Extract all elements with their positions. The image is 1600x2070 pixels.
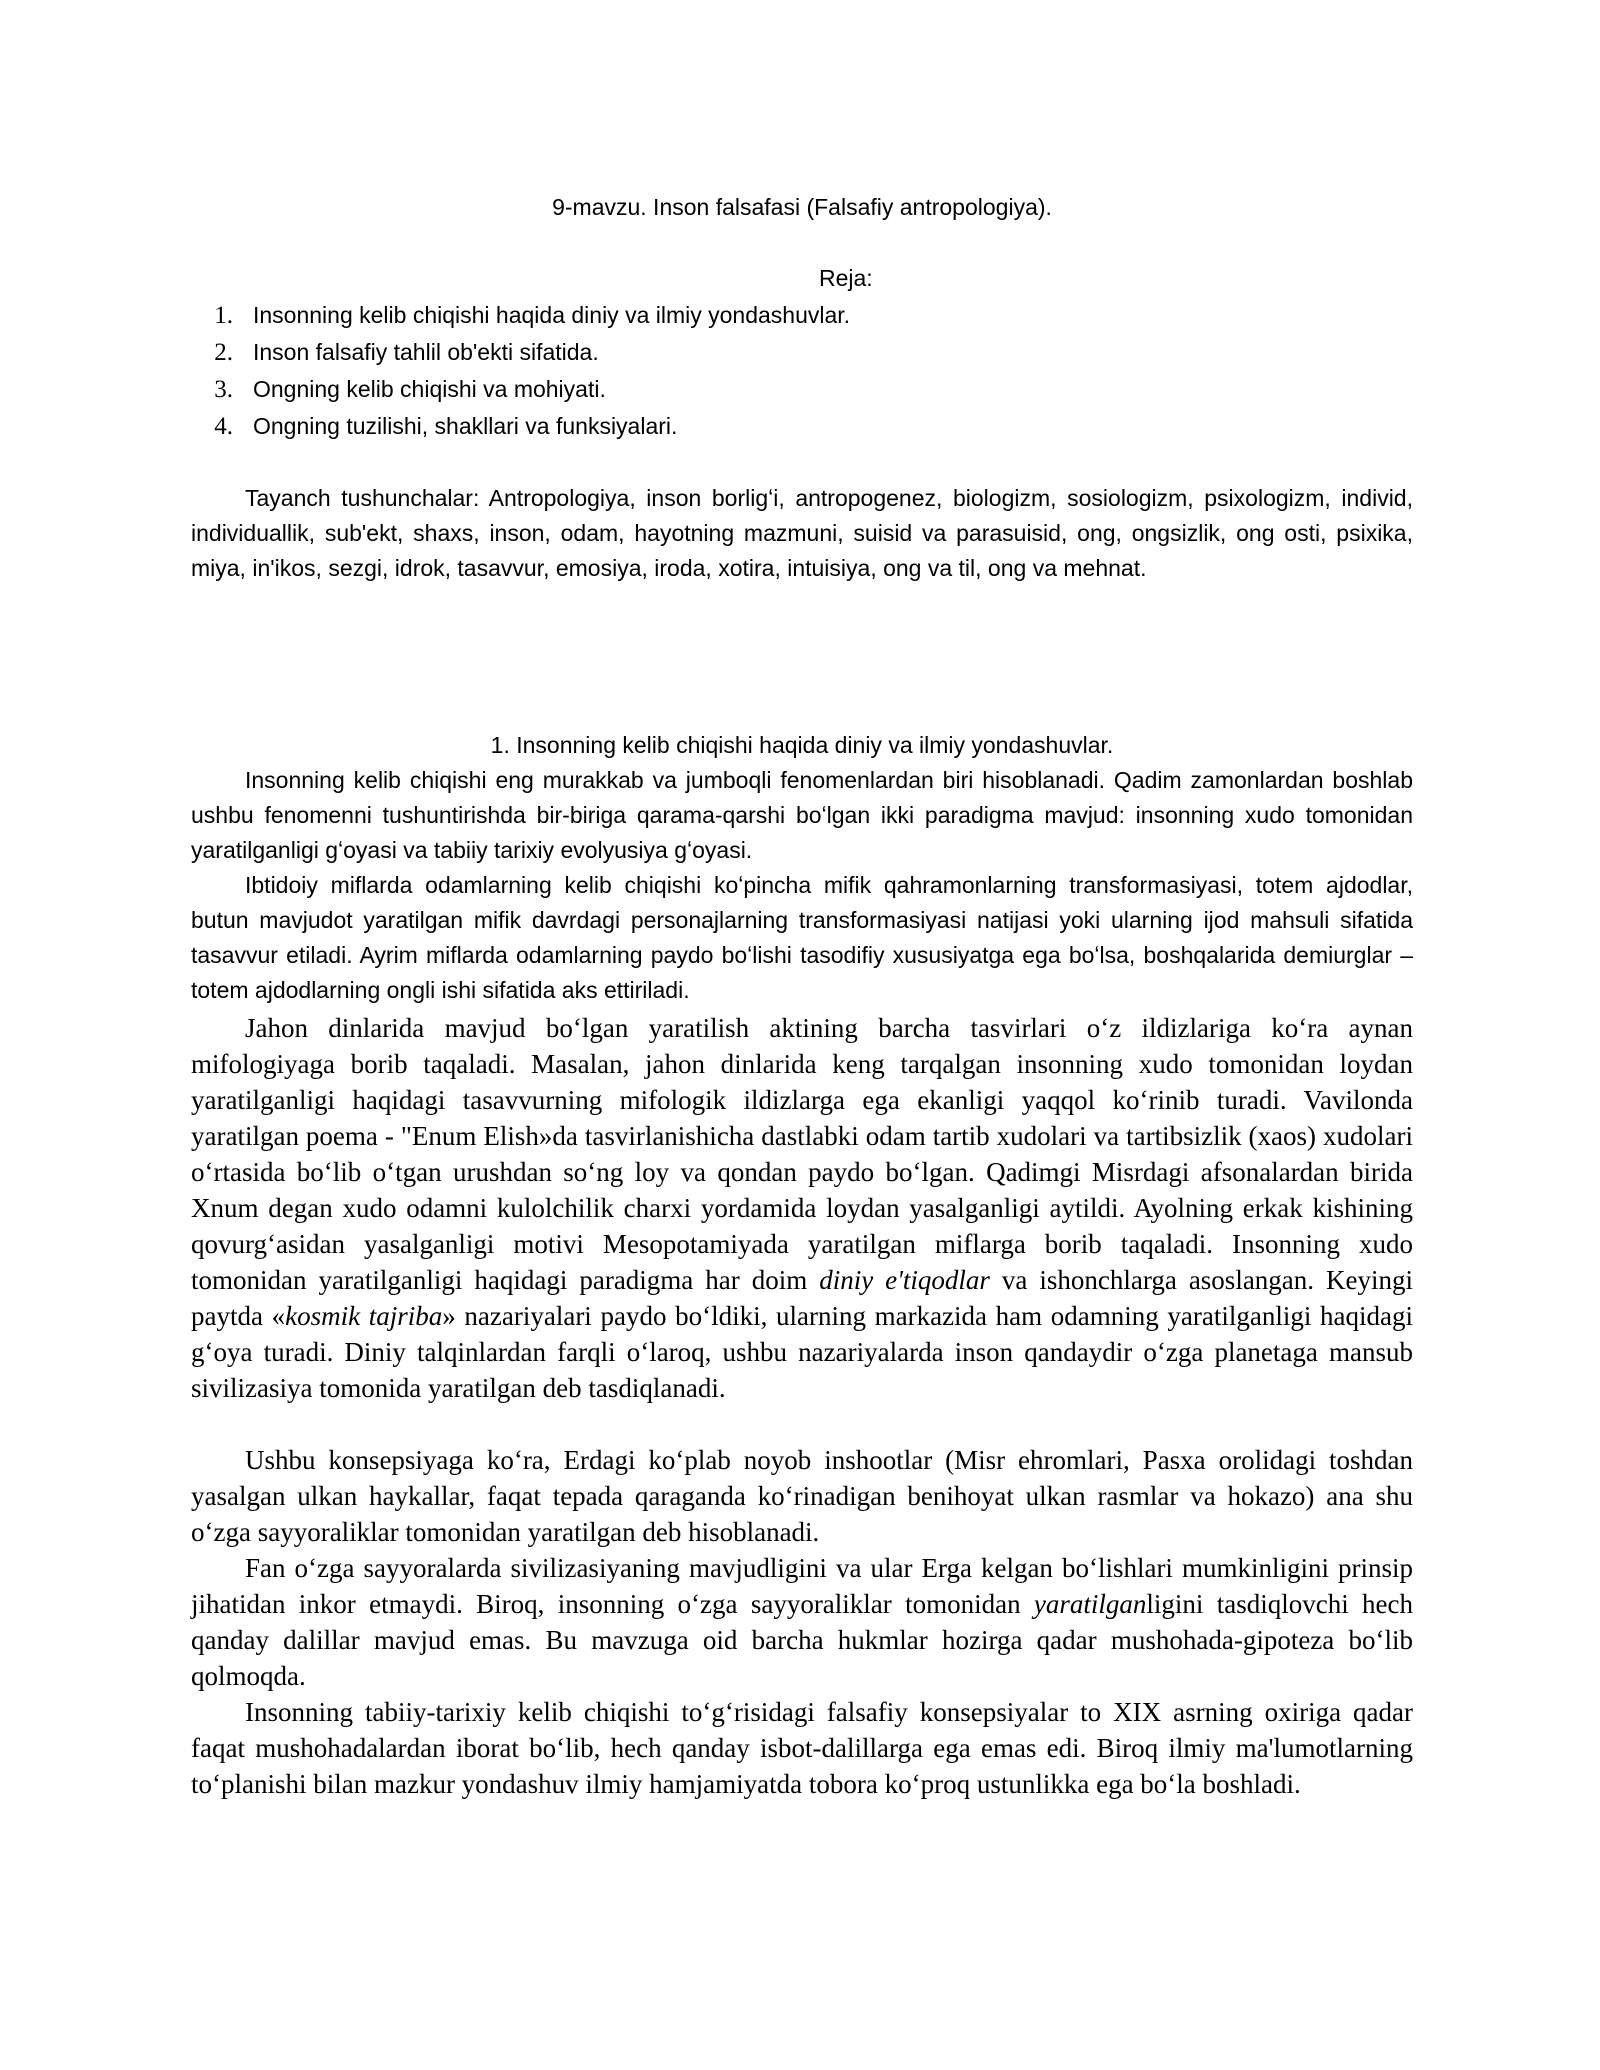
body-paragraph-1: Insonning kelib chiqishi eng murakkab va jumboqli fenomenlardan biri hisoblanadi. Qadim zamonlardan boshlab ushbu fenomenni tushuntirishda bir-biriga qarama-qarshi boʻlgan ikki paradigma mavjud: insonning xudo tomonidan yaratilganligi gʻoyasi va tabiiy tarixiy evolyusiya gʻoyasi. — [191, 767, 1413, 863]
plan-title: Reja: — [819, 265, 873, 291]
plan-item-number: 1. — [214, 302, 233, 329]
plan-item-text: Ongning tuzilishi, shakllari va funksiyalari. — [253, 413, 678, 439]
paragraph-text: Fan oʻzga sayyoralarda sivilizasiyaning mavjudligini va ular Erga kelgan boʻlishlari mumkinligini prinsip jihatidan inkor etmaydi. Biroq, insonning oʻzga sayyoraliklar tomonidan — [191, 1553, 1413, 1619]
plan-item — [191, 334, 850, 371]
plan-item-text: Insonning kelib chiqishi haqida diniy va ilmiy yondashuvlar. — [253, 302, 851, 328]
plan-item — [191, 371, 850, 408]
body-paragraph-4: Ushbu konsepsiyaga koʻra, Erdagi koʻplab noyob inshootlar (Misr ehromlari, Pasxa orolidagi toshdan yasalgan ulkan haykallar, faqat tepada qaraganda koʻrinadigan benihoyat ulkan rasmlar va hokazo) ana shu oʻzga sayyoraliklar tomonidan yaratilgan deb hisoblanadi. — [191, 1445, 1413, 1547]
document-title: 9-mavzu. Inson falsafasi (Falsafiy antropologiya). — [552, 194, 1052, 220]
body-paragraph-5 — [191, 1550, 1413, 1694]
body-paragraph-3 — [191, 1010, 1413, 1406]
emphasis-text: yaratilgan — [1033, 1589, 1147, 1619]
emphasis-text: kosmik tajriba — [285, 1301, 443, 1331]
paragraph-text: ligini tasdiqlovchi hech qanday dalillar mavjud emas. Bu mavzuga oid barcha hukmlar hozirga qadar mushohada-gipoteza boʻlib qolmoqda. — [191, 1589, 1413, 1691]
paragraph-text: » nazariyalari paydo boʻldiki, ularning markazida ham odamning yaratilganligi haqidagi gʻoya turadi. Diniy talqinlardan farqli oʻlaroq, ushbu nazariyalarda inson qandaydir oʻzga planetaga mansub sivilizasiya tomonida yaratilgan deb tasdiqlanadi. — [191, 1301, 1413, 1403]
body-paragraph-2: Ibtidoiy miflarda odamlarning kelib chiqishi koʻpincha mifik qahramonlarning transformasiyasi, totem ajdodlar, butun mavjudot yaratilgan mifik davrdagi personajlarning transformasiyasi natijasi yoki ularning ijod mahsuli sifatida tasavvur etiladi. Ayrim miflarda odamlarning paydo boʻlishi tasodifiy xususiyatga ega boʻlsa, boshqalarida demiurglar – totem ajdodlarning ongli ishi sifatida aks ettiriladi. — [191, 872, 1413, 1003]
paragraph-text: Jahon dinlarida mavjud boʻlgan yaratilish aktining barcha tasvirlari oʻz ildizlariga koʻra aynan mifologiyaga borib taqaladi. Masalan, jahon dinlarida keng tarqalgan insonning xudo tomonidan loydan yaratilganligi haqidagi tasavvurning mifologik ildizlarga ega ekanligi yaqqol koʻrinib turadi. Vavilonda yaratilgan poema - "Enum Elish»da tasvirlanishicha dastlabki odam tartib xudolari va tartibsizlik (xaos) xudolari oʻrtasida boʻlib oʻtgan urushdan soʻng loy va qondan paydo boʻlgan. Qadimgi Misrdagi afsonalardan birida Xnum degan xudo odamni kulolchilik charxi yordamida loydan yasalganligi aytildi. Ayolning erkak kishining qovurgʻasidan yasalganligi motivi Mesopotamiyada yaratilgan miflarga borib taqaladi. Insonning xudo tomonidan yaratilganligi haqidagi paradigma har doim — [191, 1013, 1413, 1295]
plan-item — [191, 408, 850, 445]
plan-item-number: 3. — [214, 376, 233, 403]
plan-item-text: Ongning kelib chiqishi va mohiyati. — [253, 376, 606, 402]
plan-item-text: Inson falsafiy tahlil ob'ekti sifatida. — [253, 339, 599, 365]
paragraph-text: va ishonchlarga asoslangan. Keyingi paytda « — [191, 1265, 1413, 1331]
body-paragraph-6: Insonning tabiiy-tarixiy kelib chiqishi toʻgʻrisidagi falsafiy konsepsiyalar to XIX asrning oxiriga qadar faqat mushohadalardan iborat boʻlib, hech qanday isbot-dalillarga ega emas edi. Biroq ilmiy ma'lumotlarning toʻplanishi bilan mazkur yondashuv ilmiy hamjamiyatda tobora koʻproq ustunlikka ega boʻla boshladi. — [191, 1697, 1413, 1799]
plan-item-number: 2. — [214, 339, 233, 366]
plan-item — [191, 297, 850, 334]
emphasis-text: diniy e'tiqodlar — [819, 1265, 990, 1295]
plan-item-number: 4. — [214, 413, 233, 440]
keywords-paragraph: Tayanch tushunchalar: Antropologiya, inson borligʻi, antropogenez, biologizm, sosiologizm, psixologizm, individ, individuallik, sub'ekt, shaxs, inson, odam, hayotning mazmuni, suisid va parasuisid, ong, ongsizlik, ong osti, psixika, miya, in'ikos, sezgi, idrok, tasavvur, emosiya, iroda, xotira, intuisiya, ong va til, ong va mehnat. — [191, 485, 1413, 581]
plan-list — [191, 297, 850, 445]
section-heading: 1. Insonning kelib chiqishi haqida diniy va ilmiy yondashuvlar. — [490, 732, 1114, 758]
